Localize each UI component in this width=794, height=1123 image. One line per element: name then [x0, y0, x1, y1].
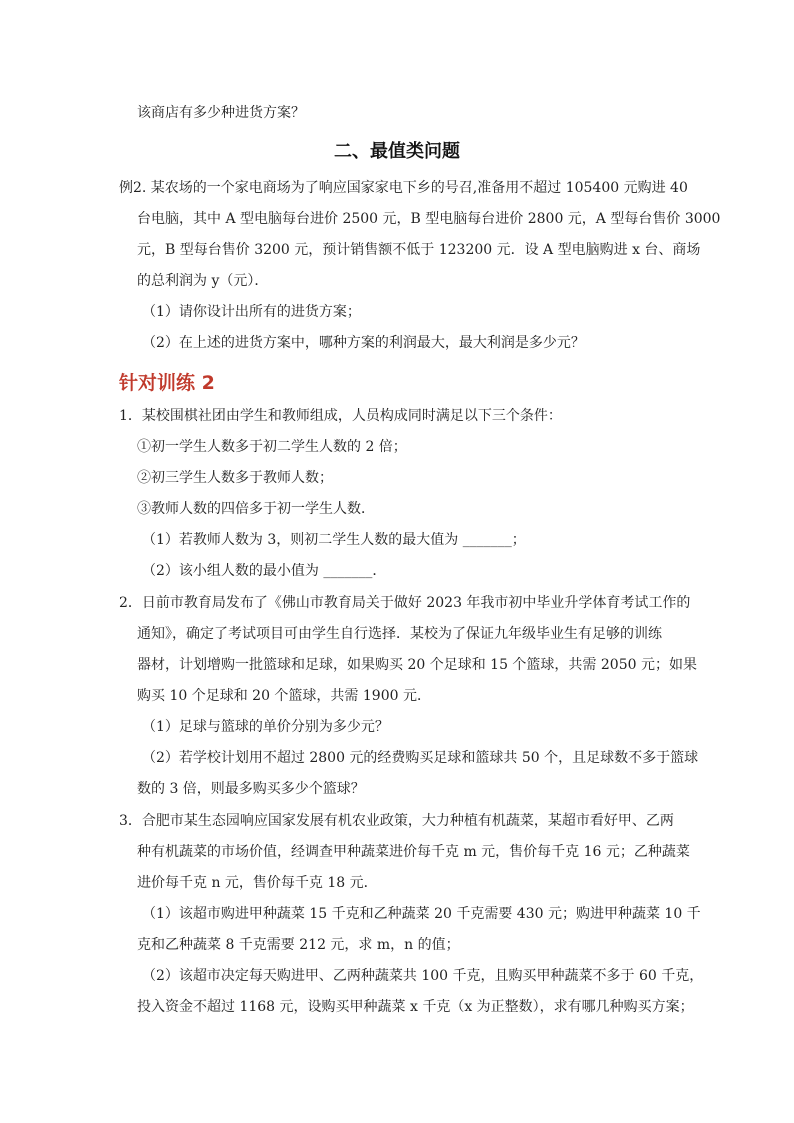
problem-3-line: 进价每千克 n 元，售价每千克 18 元． [137, 875, 378, 891]
question-line: （2）该超市决定每天购进甲、乙两种蔬菜共 100 千克，且购买甲种蔬菜不多于 60 千克， [142, 968, 704, 984]
training-heading: 针对训练 2 [119, 372, 215, 394]
example-line: 台电脑，其中 A 型电脑每台进价 2500 元，B 型电脑每台进价 2800 元，A 型每台售价 3000 [137, 211, 721, 227]
problem-2-line: 2．日前市教育局发布了《佛山市教育局关于做好 2023 年我市初中毕业升学体育考试工作的 [119, 595, 691, 611]
question-line: （1）请你设计出所有的进货方案； [142, 304, 361, 320]
problem-1-line: 1．某校围棋社团由学生和教师组成，人员构成同时满足以下三个条件： [119, 408, 562, 424]
text-line: 该商店有多少种进货方案？ [137, 105, 305, 121]
condition-2: ②初三学生人数多于教师人数； [137, 470, 333, 486]
section-heading: 二、最值类问题 [334, 141, 460, 162]
example-line: 的总利润为 y（元）． [137, 273, 269, 289]
condition-1: ①初一学生人数多于初二学生人数的 2 倍； [137, 439, 407, 455]
question-line: （2）该小组人数的最小值为 _______． [142, 563, 387, 579]
problem-2-line: 器材，计划增购一批篮球和足球，如果购买 20 个足球和 15 个篮球，共需 2050 元；如果 [137, 657, 697, 673]
example-line: 例2. 某农场的一个家电商场为了响应国家家电下乡的号召,准备用不超过 105400 元购进 40 [119, 180, 688, 196]
example-line: 元，B 型每台售价 3200 元，预计销售额不低于 123200 元．设 A 型电脑购进 x 台、商场 [137, 242, 701, 258]
question-line: 投入资金不超过 1168 元，设购买甲种蔬菜 x 千克（x 为正整数），求有哪几种购买方案； [137, 999, 694, 1015]
problem-2-line: 通知》，确定了考试项目可由学生自行选择．某校为了保证九年级毕业生有足够的训练 [137, 626, 662, 642]
condition-3: ③教师人数的四倍多于初一学生人数． [137, 501, 375, 517]
problem-3-line: 种有机蔬菜的市场价值，经调查甲种蔬菜进价每千克 m 元，售价每千克 16 元；乙种蔬菜 [137, 844, 690, 860]
question-line: 数的 3 倍，则最多购买多少个篮球？ [137, 781, 365, 797]
question-line: （1）若教师人数为 3，则初二学生人数的最大值为 _______； [142, 532, 526, 548]
question-line: （2）若学校计划用不超过 2800 元的经费购买足球和篮球共 50 个，且足球数不多于篮球 [142, 750, 699, 766]
problem-2-line: 购买 10 个足球和 20 个篮球，共需 1900 元． [137, 688, 431, 704]
question-line: 克和乙种蔬菜 8 千克需要 212 元，求 m，n 的值； [137, 937, 460, 953]
problem-3-line: 3．合肥市某生态园响应国家发展有机农业政策，大力种植有机蔬菜，某超市看好甲、乙两 [119, 813, 674, 829]
question-line: （2）在上述的进货方案中，哪种方案的利润最大，最大利润是多少元？ [142, 335, 585, 351]
question-line: （1）足球与篮球的单价分别为多少元？ [142, 719, 389, 735]
question-line: （1）该超市购进甲种蔬菜 15 千克和乙种蔬菜 20 千克需要 430 元；购进甲种蔬菜 10 千 [142, 906, 701, 922]
